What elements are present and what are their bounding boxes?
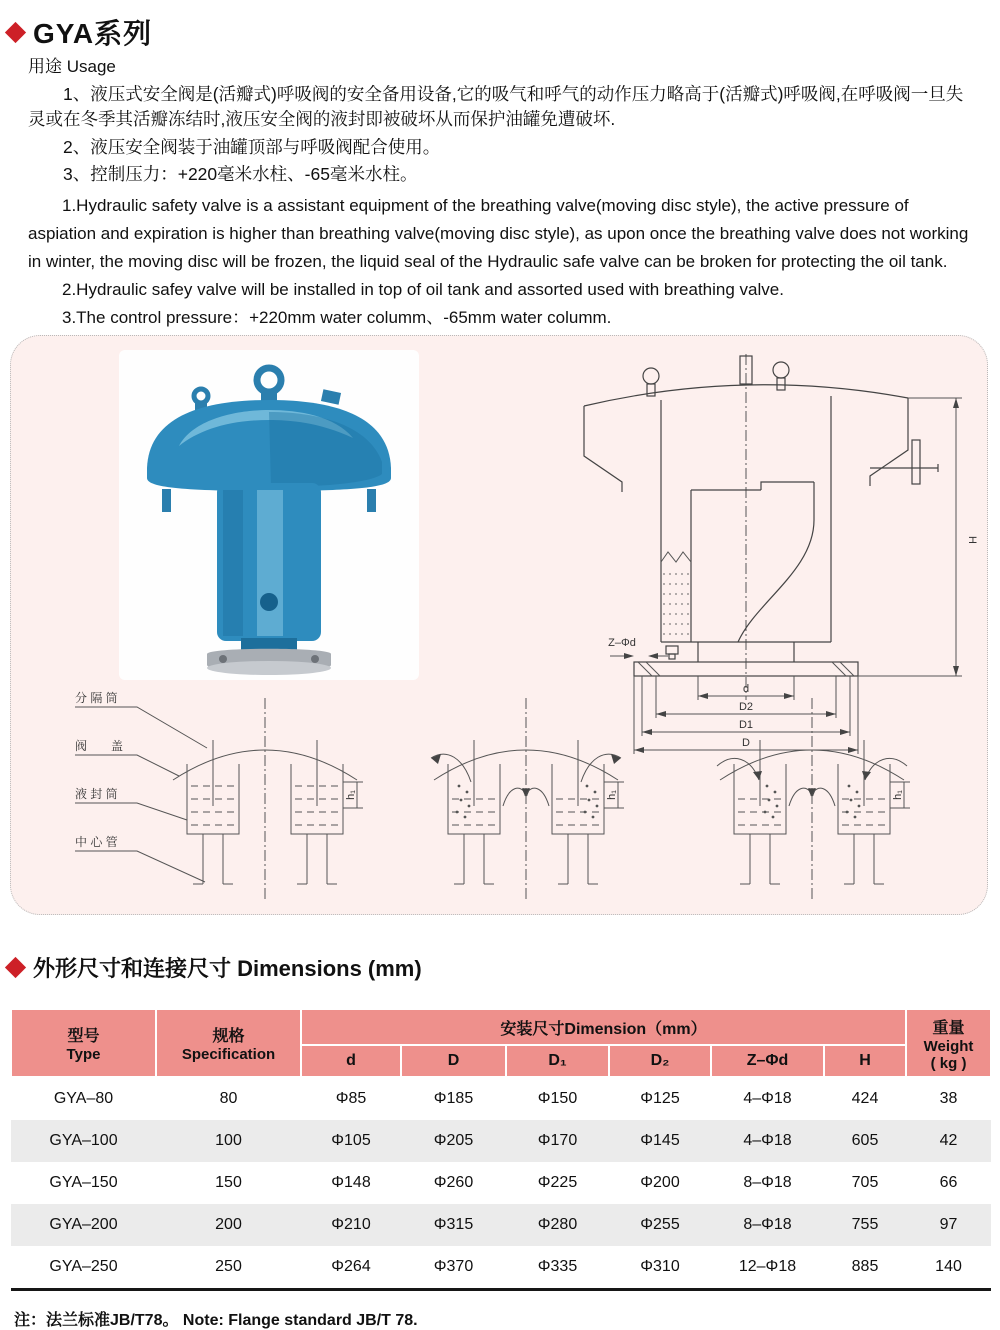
col-header-D: D (401, 1045, 506, 1077)
cell-weight: 97 (906, 1204, 991, 1246)
col-header-spec-en: Specification (181, 1046, 276, 1063)
cell-D1: Φ335 (506, 1246, 609, 1290)
col-header-spec-cn: 规格 (212, 1028, 245, 1045)
flange-standard-note: 注：法兰标准JB/T78。 Note: Flange standard JB/T 78. (14, 1312, 418, 1329)
usage-text-block (28, 82, 978, 332)
usage-en-paragraph-1: 1.Hydraulic safety valve is a assistant equipment of the breathing valve(moving disc style), the active pressure of aspiation and expiration is higher than breathing valve(moving disc style), as upon once the breathing valve does not working in winter, the moving disc will be frozen, the liquid seal of the Hydraulic safe valve can be broken for protecting the oil tank. (28, 196, 969, 271)
dimensions-section-title: 外形尺寸和连接尺寸 Dimensions (mm) (33, 956, 422, 981)
cell-spec: 100 (156, 1120, 301, 1162)
table-row (11, 1162, 991, 1204)
cell-weight: 38 (939, 1090, 958, 1107)
cell-D1: Φ225 (537, 1174, 578, 1191)
cell-type: GYA–200 (11, 1204, 156, 1246)
cell-H: 885 (824, 1246, 906, 1290)
usage-heading: 用途 Usage (28, 57, 116, 76)
cell-D: Φ185 (433, 1090, 474, 1107)
table-row (11, 1246, 991, 1290)
cell-D: Φ260 (433, 1174, 474, 1191)
col-header-H: H (824, 1045, 906, 1077)
schematic-inhale-svg (697, 686, 927, 906)
dim-label-h1: h₁ (892, 790, 904, 800)
dimensions-title-row (8, 952, 422, 983)
schematic-inhale (697, 686, 927, 906)
dim-label-H: H (966, 536, 978, 544)
series-title: GYA系列 (33, 18, 153, 49)
table-row (11, 1204, 991, 1246)
cell-D2: Φ125 (640, 1090, 680, 1107)
cell-D2: Φ255 (609, 1204, 711, 1246)
dim-label-h1: h₁ (606, 790, 618, 800)
cell-weight: 42 (906, 1120, 991, 1162)
cell-type: GYA–250 (11, 1246, 156, 1290)
cell-z-phid: 4–Φ18 (711, 1120, 824, 1162)
cell-d: Φ148 (331, 1174, 371, 1191)
diamond-icon (5, 21, 26, 42)
cell-D1: Φ280 (506, 1204, 609, 1246)
cell-spec: 250 (156, 1246, 301, 1290)
usage-en-paragraph-3: 3.The control pressure：+220mm water columm、-65mm water columm. (62, 308, 612, 327)
cell-z-phid: 8–Φ18 (711, 1204, 824, 1246)
dim-label-d: d (742, 683, 750, 695)
col-header-weight-unit: ( kg ) (930, 1054, 967, 1072)
cell-z-phid: 4–Φ18 (743, 1090, 792, 1107)
valve-photo (119, 350, 419, 680)
cell-type: GYA–100 (11, 1120, 156, 1162)
series-title-row (8, 12, 152, 52)
cell-type: GYA–80 (53, 1090, 114, 1107)
dim-label-z-phid: Z–Φd (608, 637, 636, 649)
part-label-center-pipe: 中 心 管 (75, 835, 118, 849)
col-header-install-dimension: 安装尺寸Dimension（mm） (301, 1009, 906, 1045)
cell-spec: 200 (156, 1204, 301, 1246)
cell-weight: 140 (906, 1246, 991, 1290)
dim-label-D1: D1 (738, 719, 754, 731)
col-header-type-cn: 型号 (67, 1028, 100, 1045)
cell-D1: Φ150 (537, 1090, 578, 1107)
cell-d: Φ105 (301, 1120, 401, 1162)
usage-cn-paragraph-1: 1、液压式安全阀是(活瓣式)呼吸阀的安全备用设备,它的吸气和呼气的动作压力略高于(活瓣式)呼吸阀,在呼吸阀一旦失灵或在冬季其活瓣冻结时,液压安全阀的液封即被破坏从而保护油罐免遭破坏. (28, 84, 964, 129)
cell-H: 605 (824, 1120, 906, 1162)
cell-z-phid: 8–Φ18 (743, 1174, 792, 1191)
part-label-valve-cover: 阀 盖 (75, 739, 124, 753)
table-row (11, 1120, 991, 1162)
cell-d: Φ85 (335, 1090, 367, 1107)
schematic-exhale-svg (411, 686, 641, 906)
schematic-labeled-svg (73, 686, 363, 906)
dimensions-table (10, 1008, 992, 1291)
dim-label-D: D (742, 737, 750, 749)
cell-D1: Φ170 (506, 1120, 609, 1162)
schematic-labeled (73, 686, 363, 906)
col-header-d: d (301, 1045, 401, 1077)
part-label-liquid-seal-cylinder: 液 封 筒 (75, 787, 118, 801)
col-header-weight-cn: 重量 (932, 1019, 965, 1037)
usage-en-paragraph-2: 2.Hydraulic safey valve will be installed in top of oil tank and assorted used with breathing valve. (62, 280, 784, 299)
cell-D: Φ315 (401, 1204, 506, 1246)
cell-d: Φ264 (301, 1246, 401, 1290)
cell-z-phid: 12–Φ18 (711, 1246, 824, 1290)
col-header-z-phid: Z–Φd (711, 1045, 824, 1077)
table-row (11, 1077, 991, 1120)
col-header-D2: D₂ (609, 1045, 711, 1077)
cell-weight: 66 (939, 1174, 958, 1191)
dim-label-h1: h₁ (345, 790, 357, 800)
cell-D2: Φ310 (609, 1246, 711, 1290)
cell-spec: 80 (219, 1090, 238, 1107)
col-header-specification (156, 1009, 301, 1077)
cell-D: Φ205 (401, 1120, 506, 1162)
cell-D2: Φ200 (640, 1174, 680, 1191)
cell-D2: Φ145 (609, 1120, 711, 1162)
dim-label-D2: D2 (738, 701, 754, 713)
cell-H: 705 (851, 1174, 879, 1191)
usage-cn-paragraph-2: 2、液压安全阀装于油罐顶部与呼吸阀配合使用。 (63, 137, 441, 157)
col-header-type (11, 1009, 156, 1077)
col-header-D1: D₁ (506, 1045, 609, 1077)
cell-type: GYA–150 (49, 1174, 118, 1191)
col-header-weight-en: Weight (923, 1037, 974, 1055)
col-header-type-en: Type (66, 1046, 101, 1063)
cell-H: 755 (824, 1204, 906, 1246)
cell-d: Φ210 (301, 1204, 401, 1246)
cell-H: 424 (851, 1090, 879, 1107)
schematic-exhale (411, 686, 641, 906)
valve-photo-illustration (119, 350, 419, 680)
usage-cn-paragraph-3: 3、控制压力：+220毫米水柱、-65毫米水柱。 (63, 164, 418, 184)
cell-D: Φ370 (401, 1246, 506, 1290)
part-label-divider-cylinder: 分 隔 筒 (75, 691, 118, 705)
figure-panel (10, 335, 988, 915)
cell-spec: 150 (215, 1174, 242, 1191)
col-header-weight (906, 1009, 991, 1077)
diamond-icon (5, 957, 26, 978)
